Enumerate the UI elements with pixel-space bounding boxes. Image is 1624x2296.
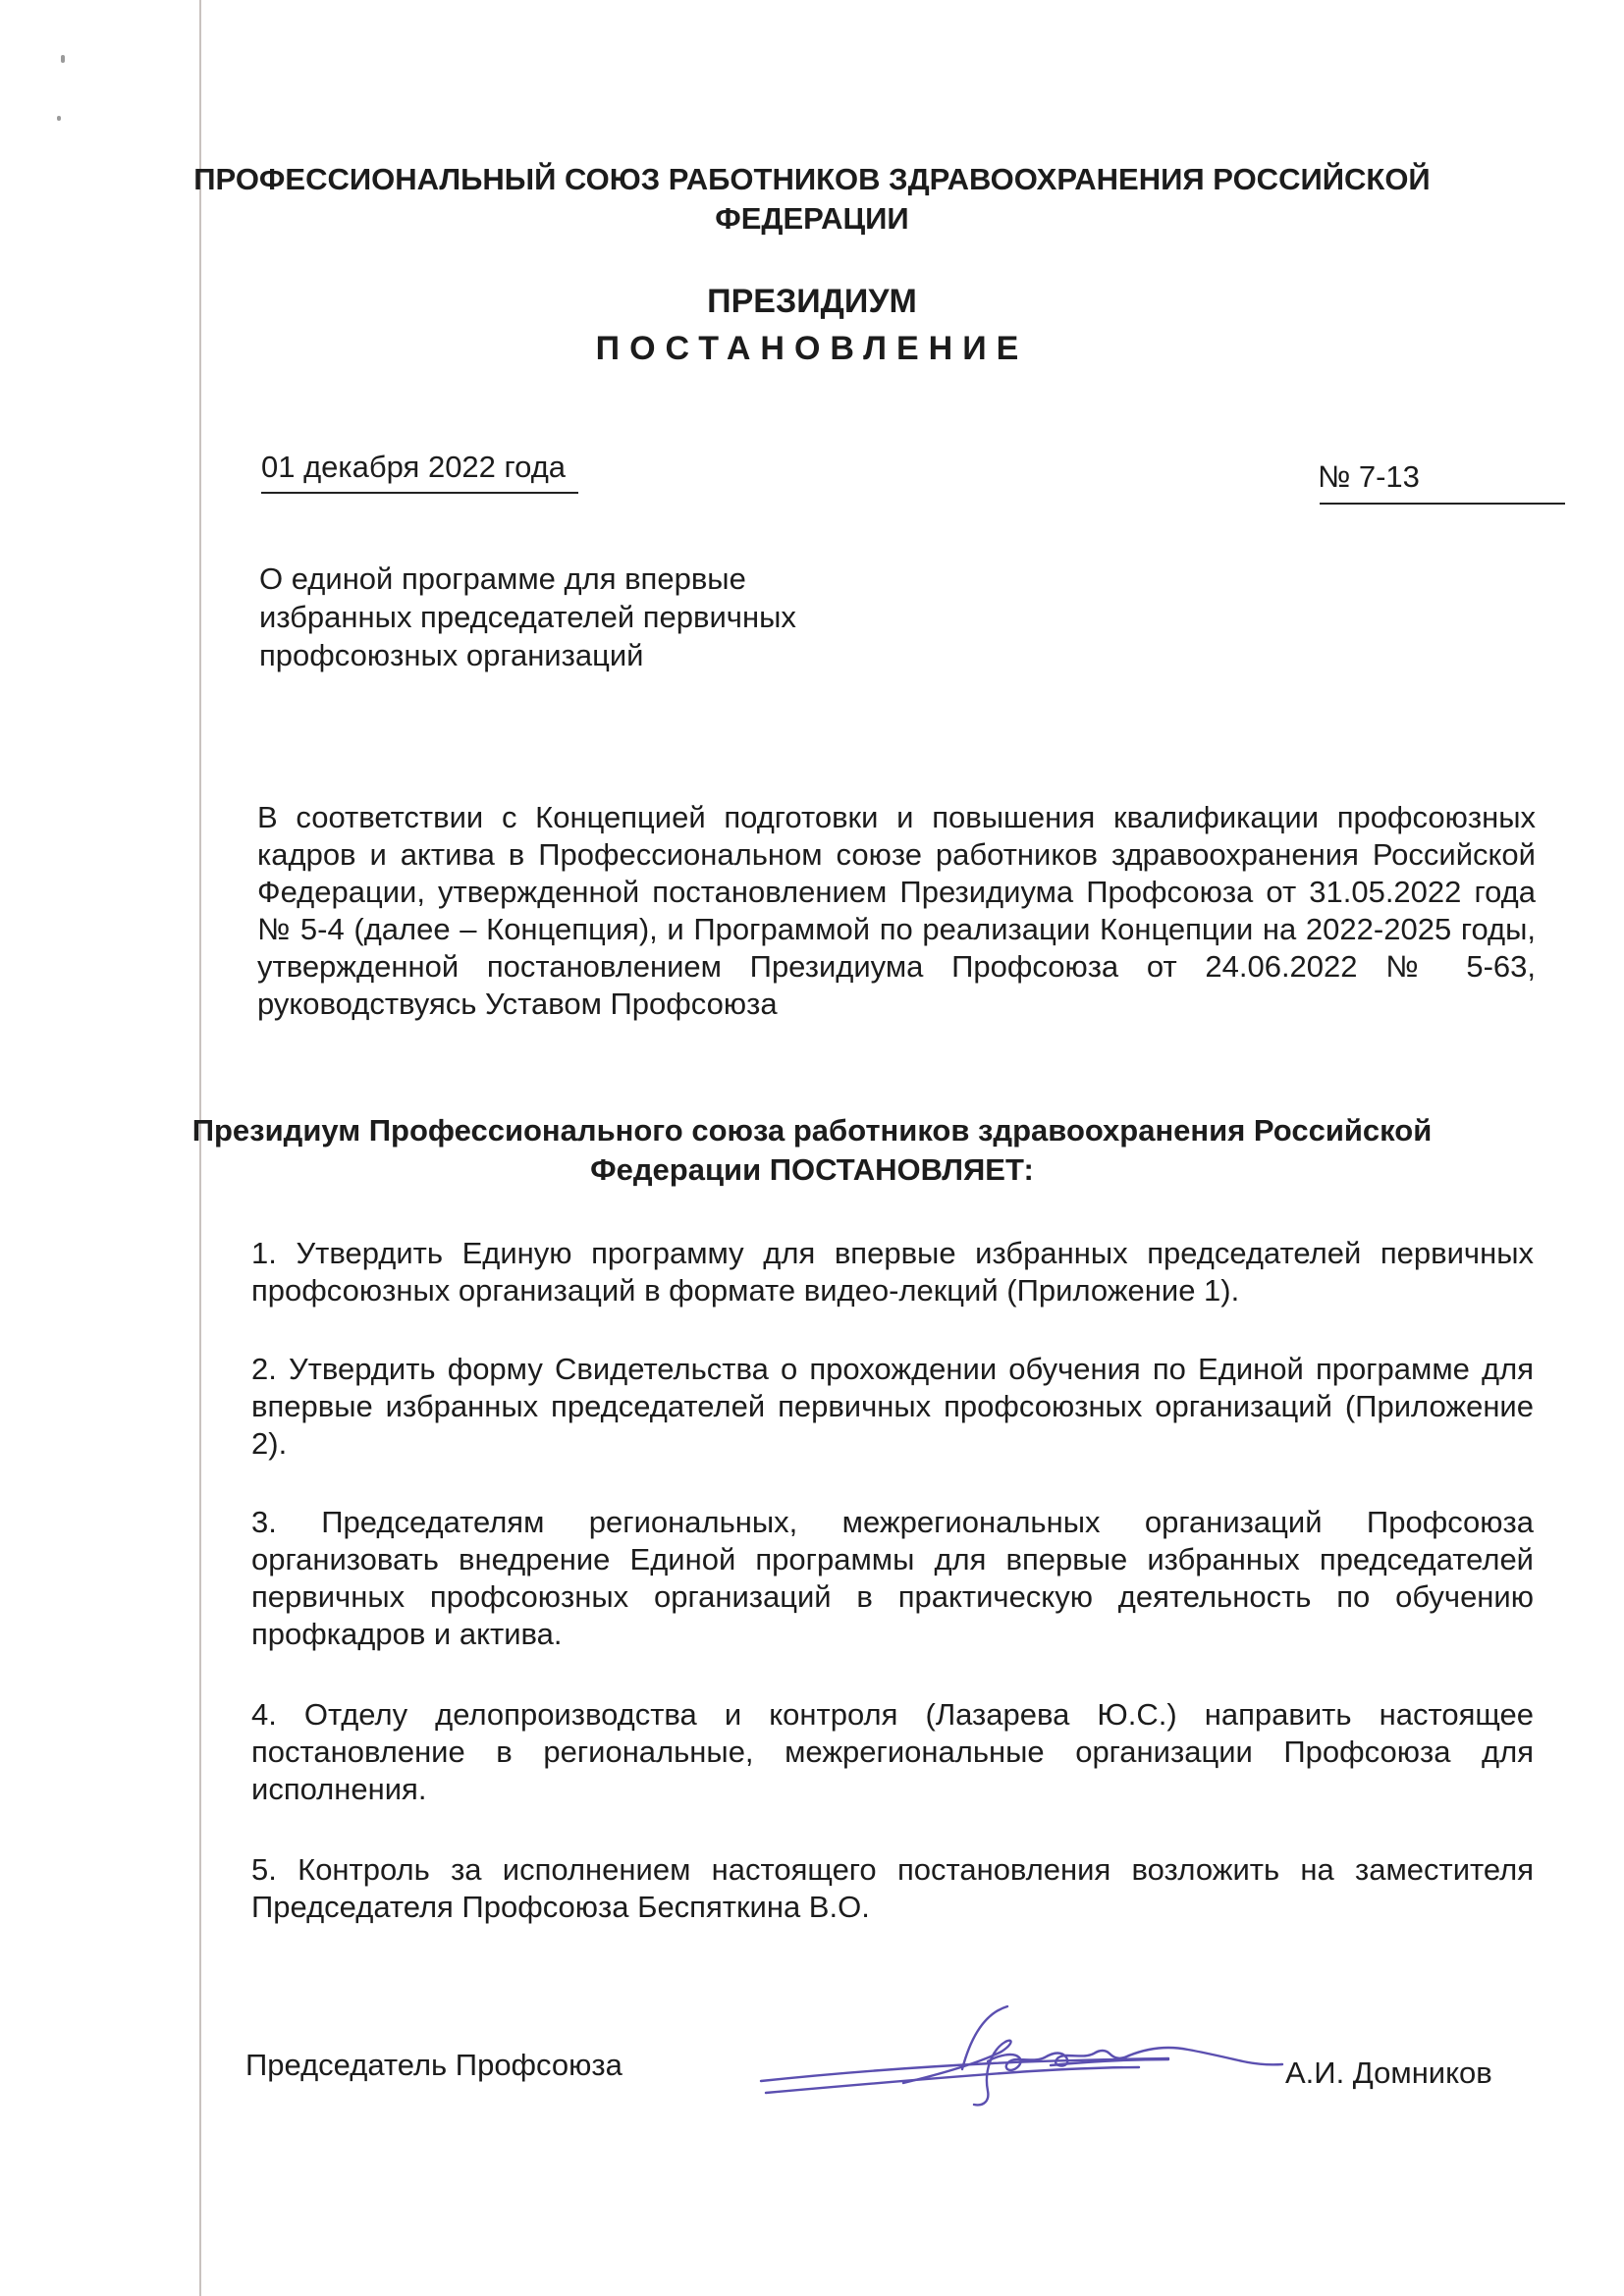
organization-title: ПРОФЕССИОНАЛЬНЫЙ СОЮЗ РАБОТНИКОВ ЗДРАВООХРАНЕНИЯ РОССИЙСКОЙ ФЕДЕРАЦИИ bbox=[193, 162, 1431, 236]
handwritten-signature bbox=[756, 2002, 1286, 2110]
signer-name: А.И. Домников bbox=[1285, 2056, 1492, 2090]
resolution-item-4: 4. Отделу делопроизводства и контроля (Лазарева Ю.С.) направить настоящее постановление в региональные, межрегиональные организации Профсоюза для исполнения. bbox=[251, 1697, 1534, 1806]
resolution-item-3: 3. Председателям региональных, межрегиональных организаций Профсоюза организовать внедрение Единой программы для впервые избранных председателей первичных профсоюзных организаций в практическую деятельность по обучению профкадров и актива. bbox=[251, 1505, 1534, 1651]
resolution-item-5: 5. Контроль за исполнением настоящего постановления возложить на заместителя Председателя Профсоюза Беспяткина В.О. bbox=[251, 1852, 1534, 1924]
signer-position: Председатель Профсоюза bbox=[245, 2048, 623, 2082]
scan-speck bbox=[57, 116, 61, 121]
number-underline bbox=[1320, 503, 1565, 505]
preamble-paragraph: В соответствии с Концепцией подготовки и повышения квалификации профсоюзных кадров и актива в Профессиональном союзе работников здравоохранения Российской Федерации, утвержденной постановлением Президиума Профсоюза от 31.05.2022 года № 5-4 (далее – Концепция), и Программой по реализации Концепции на 2022-2025 годы, утвержденной постановлением Президиума Профсоюза от 24.06.2022 № 5-63, руководствуясь Уставом Профсоюза bbox=[257, 800, 1536, 1021]
document-type-heading: ПОСТАНОВЛЕНИЕ bbox=[595, 330, 1029, 367]
date-underline bbox=[261, 492, 578, 494]
presidium-heading: ПРЕЗИДИУМ bbox=[707, 283, 917, 320]
document-subject: О единой программе для впервые избранных председателей первичных профсоюзных организаций bbox=[259, 561, 796, 672]
scan-speck bbox=[61, 55, 65, 63]
resolution-item-1: 1. Утвердить Единую программу для впервые избранных председателей первичных профсоюзных организаций в формате видео-лекций (Приложение 1). bbox=[251, 1236, 1534, 1308]
resolution-item-2: 2. Утвердить форму Свидетельства о прохождении обучения по Единой программе для впервые избранных председателей первичных профсоюзных организаций (Приложение 2). bbox=[251, 1352, 1534, 1461]
decision-heading: Президиум Профессионального союза работников здравоохранения Российской Федерации ПОСТАНОВЛЯЕТ: bbox=[191, 1113, 1433, 1187]
document-date: 01 декабря 2022 года bbox=[261, 450, 567, 484]
document-number: № 7-13 bbox=[1318, 459, 1420, 494]
